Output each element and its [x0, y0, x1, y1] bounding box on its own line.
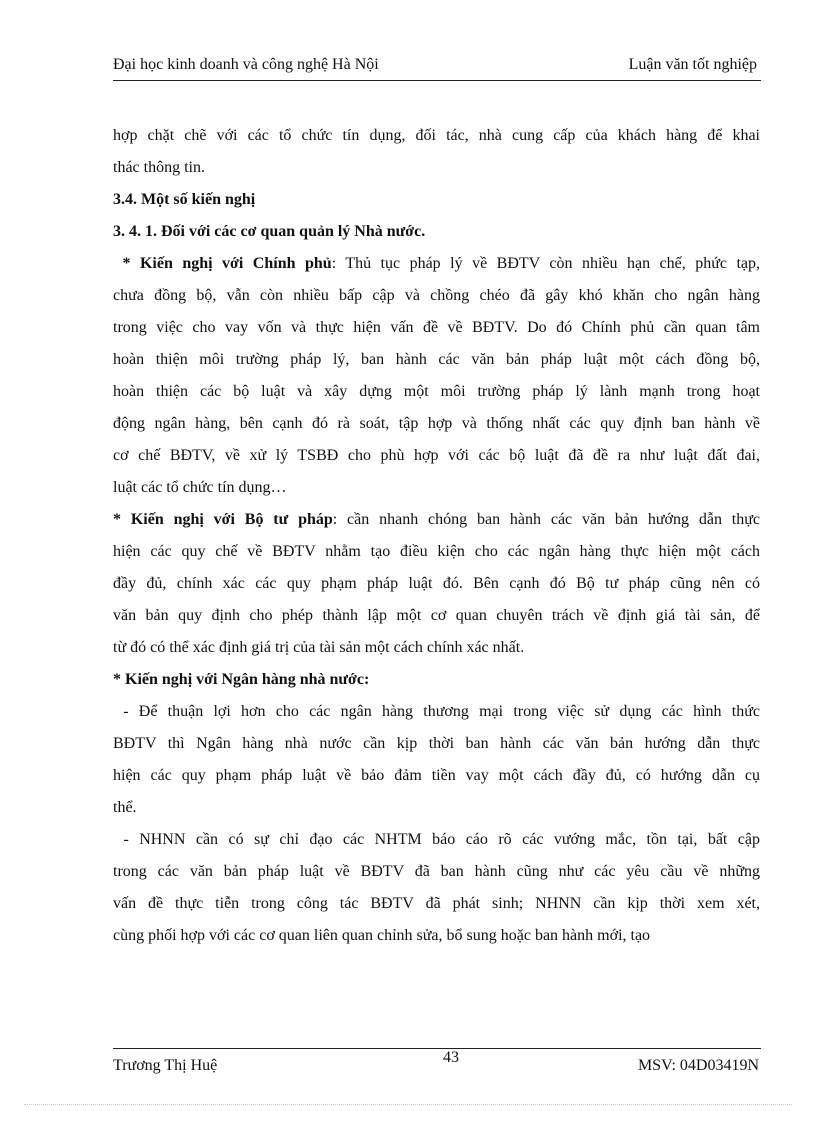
text-span: - Để thuận lợi hơn cho các ngân hàng thương mại trong việc sử dụng các hình thức [123, 703, 760, 720]
recommendation-label-government: * Kiến nghị với Chính phủ [122, 255, 332, 272]
text-line: đầy đủ, chính xác các quy phạm pháp luật đó. Bên cạnh đó Bộ tư pháp cũng nên có [113, 575, 760, 592]
header-university: Đại học kinh doanh và công nghệ Hà Nội [113, 56, 379, 73]
header-thesis-label: Luận văn tốt nghiệp [628, 56, 757, 73]
text-line [113, 504, 760, 536]
text-line [113, 824, 760, 856]
page-body [113, 120, 760, 952]
footer-student-id: MSV: 04D03419N [637, 1057, 759, 1074]
text-span: : cần nhanh chóng ban hành các văn bản hướng dẫn thực [332, 511, 760, 528]
text-line: hoàn thiện môi trường pháp lý, ban hành các văn bản pháp luật một cách đồng bộ, [113, 351, 760, 368]
page-number: 43 [443, 1049, 459, 1066]
text-line: hiện các quy chế về BĐTV nhằm tạo điều kiện cho các ngân hàng thực hiện một cách [113, 543, 760, 560]
footer-author: Trương Thị Huệ [113, 1057, 218, 1074]
text-line: luật các tổ chức tín dụng… [113, 479, 287, 496]
text-span: : Thủ tục pháp lý về BĐTV còn nhiều hạn chế, phức tạp, [331, 255, 760, 272]
text-line: văn bản quy định cho phép thành lập một cơ quan chuyên trách về định giá tài sản, để [113, 607, 760, 624]
text-line [113, 696, 760, 728]
text-line: chưa đồng bộ, vẫn còn nhiều bấp cập và chồng chéo đã gây khó khăn cho ngân hàng [113, 287, 760, 304]
text-line: trong các văn bản pháp luật về BĐTV đã ban hành cũng như các yêu cầu về những [113, 863, 760, 880]
text-line: hợp chặt chẽ với các tổ chức tín dụng, đối tác, nhà cung cấp của khách hàng để khai [113, 127, 760, 144]
text-line [113, 248, 760, 280]
text-line: thể. [113, 799, 137, 816]
text-line: thác thông tin. [113, 159, 205, 176]
recommendation-label-justice: * Kiến nghị với Bộ tư pháp [113, 511, 333, 528]
text-line: hiện các quy phạm pháp luật về bảo đảm tiền vay một cách đầy đủ, có hướng dẫn cụ [113, 767, 760, 784]
page-edge-divider [24, 1104, 792, 1105]
page-header [113, 50, 761, 81]
subsection-heading: 3. 4. 1. Đối với các cơ quan quản lý Nhà nước. [113, 223, 426, 240]
text-line: BĐTV thì Ngân hàng nhà nước cần kịp thời ban hành các văn bản hướng dẫn thực [113, 735, 760, 752]
text-span: - NHNN cần có sự chỉ đạo các NHTM báo cáo rõ các vướng mắc, tồn tại, bất cập [123, 831, 760, 848]
page-footer [113, 1048, 761, 1083]
section-heading: 3.4. Một số kiến nghị [113, 191, 256, 208]
text-line: trong việc cho vay vốn và thực hiện vấn đề về BĐTV. Do đó Chính phủ cần quan tâm [113, 319, 760, 336]
text-line: cơ chế BĐTV, về xử lý TSBĐ cho phù hợp với các bộ luật đã đề ra như luật đất đai, [113, 447, 760, 464]
text-line: hoàn thiện các bộ luật và xây dựng một môi trường pháp lý lành mạnh trong hoạt [113, 383, 760, 400]
recommendation-label-state-bank: * Kiến nghị với Ngân hàng nhà nước: [113, 671, 370, 688]
text-line: động ngân hàng, bên cạnh đó rà soát, tập hợp và thống nhất các quy định ban hành về [113, 415, 760, 432]
text-line: từ đó có thể xác định giá trị của tài sản một cách chính xác nhất. [113, 639, 525, 656]
text-line: cùng phối hợp với các cơ quan liên quan chỉnh sửa, bổ sung hoặc ban hành mới, tạo [113, 927, 651, 944]
text-line: vấn đề thực tiễn trong công tác BĐTV đã phát sinh; NHNN cần kịp thời xem xét, [113, 895, 760, 912]
